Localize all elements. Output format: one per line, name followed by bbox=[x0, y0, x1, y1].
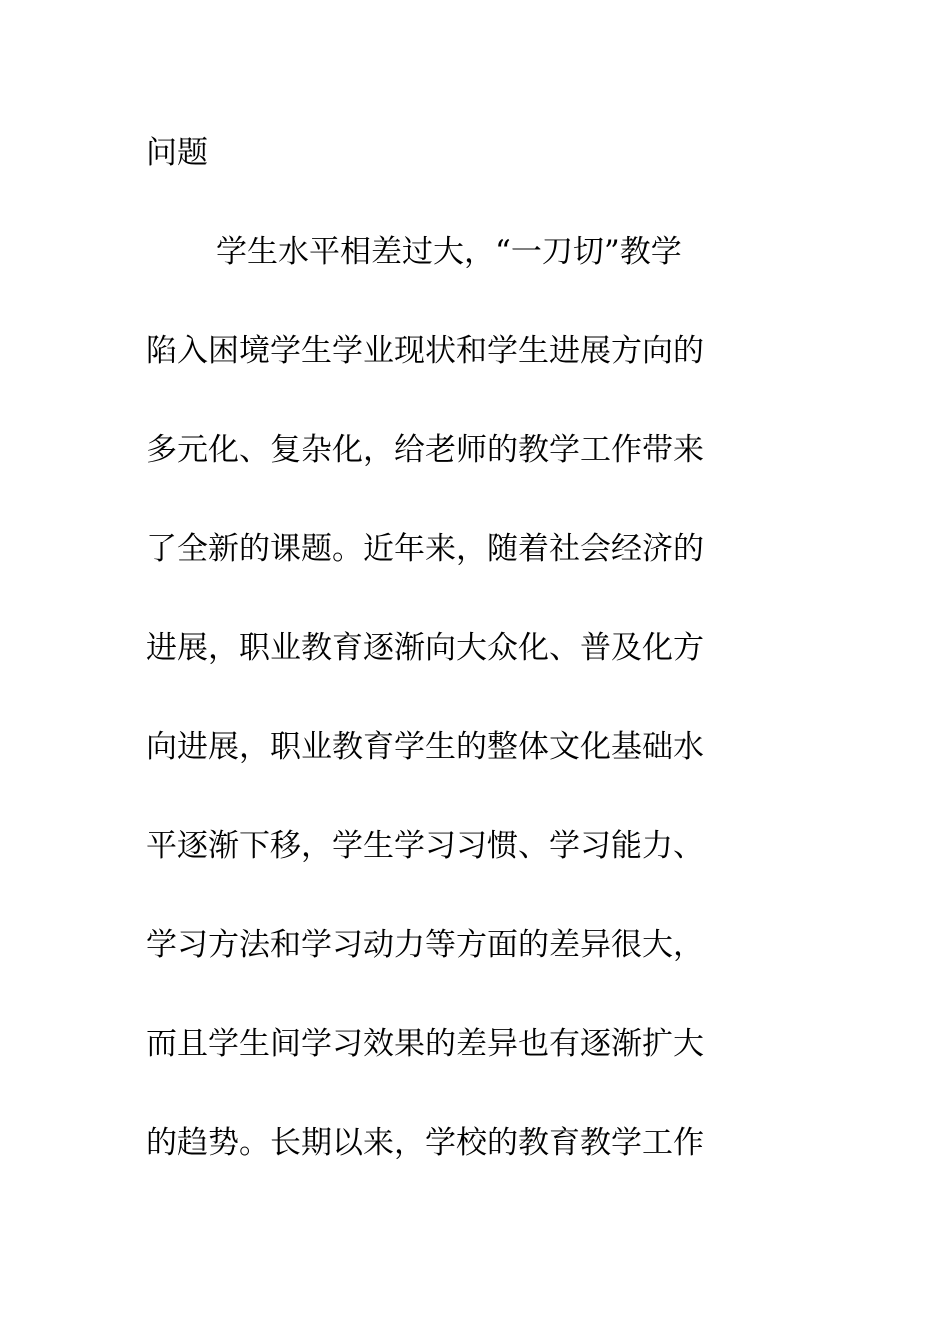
text-line-1: 问题 bbox=[146, 135, 208, 171]
paragraph-first-line: 学生水平相差过大，“一刀切”教学 bbox=[216, 234, 682, 270]
body-text bbox=[146, 124, 786, 1213]
text-line-6: 进展，职业教育逐渐向大众化、普及化方 bbox=[146, 630, 704, 666]
text-line-5: 了全新的课题。近年来，随着社会经济的 bbox=[146, 531, 704, 567]
text-line-11: 的趋势。长期以来，学校的教育教学工作 bbox=[146, 1125, 704, 1161]
text-line-8: 平逐渐下移，学生学习习惯、学习能力、 bbox=[146, 828, 704, 864]
text-line-4: 多元化、复杂化，给老师的教学工作带来 bbox=[146, 432, 704, 468]
text-line-9: 学习方法和学习动力等方面的差异很大， bbox=[146, 927, 704, 963]
text-line-10: 而且学生间学习效果的差异也有逐渐扩大 bbox=[146, 1026, 704, 1062]
text-line-3: 陷入困境学生学业现状和学生进展方向的 bbox=[146, 333, 704, 369]
text-line-7: 向进展，职业教育学生的整体文化基础水 bbox=[146, 729, 704, 765]
